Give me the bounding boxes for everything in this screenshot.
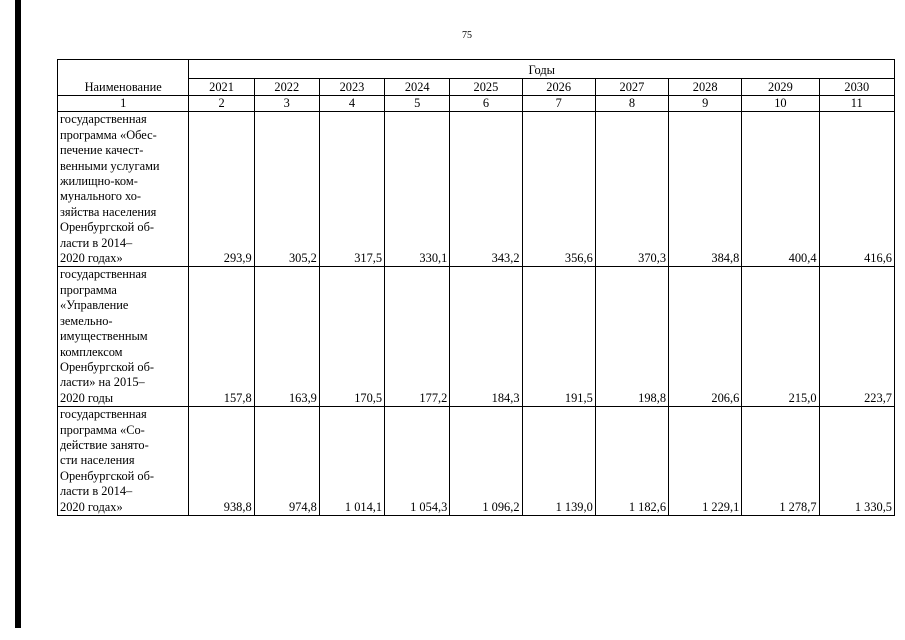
year-header-9: 2030 xyxy=(819,79,894,96)
value-cell: 293,9 xyxy=(189,112,254,267)
program-name xyxy=(58,407,189,516)
value-cell: 157,8 xyxy=(189,267,254,407)
program-name-line: мунального хо- xyxy=(60,189,142,204)
year-header-1: 2022 xyxy=(254,79,319,96)
year-header-5: 2026 xyxy=(522,79,595,96)
program-name-line: программа «Обес- xyxy=(60,127,157,142)
program-name-line: сти населения xyxy=(60,453,135,468)
year-header-2: 2023 xyxy=(319,79,384,96)
value-cell: 1 229,1 xyxy=(669,407,742,516)
header-row xyxy=(58,60,895,79)
year-header-8: 2029 xyxy=(742,79,819,96)
table-row xyxy=(58,267,895,407)
page-edge-bar xyxy=(15,0,21,628)
program-name-line: программа xyxy=(60,282,117,297)
value-cell: 343,2 xyxy=(450,112,522,267)
value-cell: 206,6 xyxy=(669,267,742,407)
years-header: Годы xyxy=(189,60,895,79)
value-cell: 198,8 xyxy=(595,267,668,407)
program-name-line: комплексом xyxy=(60,344,123,359)
program-name-line: Оренбургской об- xyxy=(60,359,155,374)
program-name-line: ласти в 2014– xyxy=(60,484,133,499)
program-name-line: государственная xyxy=(60,112,147,127)
value-cell: 170,5 xyxy=(319,267,384,407)
program-name-line: 2020 годы xyxy=(60,390,114,405)
value-cell: 215,0 xyxy=(742,267,819,407)
value-cell: 938,8 xyxy=(189,407,254,516)
value-cell: 1 278,7 xyxy=(742,407,819,516)
value-cell: 330,1 xyxy=(385,112,450,267)
value-cell: 1 330,5 xyxy=(819,407,894,516)
year-header-3: 2024 xyxy=(385,79,450,96)
program-name-line: жилищно-ком- xyxy=(60,174,138,189)
table-row xyxy=(58,407,895,516)
program-name-line: ласти в 2014– xyxy=(60,235,133,250)
column-number-4: 5 xyxy=(385,96,450,112)
value-cell: 1 139,0 xyxy=(522,407,595,516)
value-cell: 191,5 xyxy=(522,267,595,407)
program-name-line: Оренбургской об- xyxy=(60,468,155,483)
program-name-line: венными услугами xyxy=(60,158,160,173)
column-number-7: 8 xyxy=(595,96,668,112)
value-cell: 177,2 xyxy=(385,267,450,407)
program-name-line: печение качест- xyxy=(60,143,144,158)
table-row xyxy=(58,112,895,267)
program-name-line: действие занято- xyxy=(60,437,149,452)
year-header-4: 2025 xyxy=(450,79,522,96)
program-name xyxy=(58,112,189,267)
value-cell: 1 182,6 xyxy=(595,407,668,516)
program-name-line: ласти» на 2015– xyxy=(60,375,145,390)
value-cell: 163,9 xyxy=(254,267,319,407)
column-number-1: 2 xyxy=(189,96,254,112)
column-number-8: 9 xyxy=(669,96,742,112)
column-number-10: 11 xyxy=(819,96,894,112)
value-cell: 184,3 xyxy=(450,267,522,407)
program-name-line: государственная xyxy=(60,407,147,422)
column-numbers-row xyxy=(58,96,895,112)
name-header: Наименование xyxy=(58,60,189,96)
value-cell: 1 096,2 xyxy=(450,407,522,516)
program-name-line: 2020 годах» xyxy=(60,251,123,266)
program-name-line: Оренбургской об- xyxy=(60,220,155,235)
column-number-3: 4 xyxy=(319,96,384,112)
column-number-5: 6 xyxy=(450,96,522,112)
value-cell: 1 054,3 xyxy=(385,407,450,516)
value-cell: 223,7 xyxy=(819,267,894,407)
program-name-line: государственная xyxy=(60,267,147,282)
program-name-line: «Управление xyxy=(60,298,129,313)
column-number-6: 7 xyxy=(522,96,595,112)
column-number-0: 1 xyxy=(58,96,189,112)
program-name-line: земельно- xyxy=(60,313,113,328)
value-cell: 305,2 xyxy=(254,112,319,267)
column-number-9: 10 xyxy=(742,96,819,112)
value-cell: 1 014,1 xyxy=(319,407,384,516)
year-header-6: 2027 xyxy=(595,79,668,96)
program-name-line: программа «Со- xyxy=(60,422,145,437)
program-name-line: 2020 годах» xyxy=(60,499,123,514)
page-number: 75 xyxy=(462,30,472,41)
budget-table xyxy=(57,59,895,516)
value-cell: 416,6 xyxy=(819,112,894,267)
year-header-7: 2028 xyxy=(669,79,742,96)
value-cell: 974,8 xyxy=(254,407,319,516)
value-cell: 384,8 xyxy=(669,112,742,267)
value-cell: 400,4 xyxy=(742,112,819,267)
program-name-line: имущественным xyxy=(60,329,148,344)
value-cell: 317,5 xyxy=(319,112,384,267)
value-cell: 370,3 xyxy=(595,112,668,267)
program-name xyxy=(58,267,189,407)
value-cell: 356,6 xyxy=(522,112,595,267)
column-number-2: 3 xyxy=(254,96,319,112)
program-name-line: зяйства населения xyxy=(60,204,157,219)
year-header-0: 2021 xyxy=(189,79,254,96)
